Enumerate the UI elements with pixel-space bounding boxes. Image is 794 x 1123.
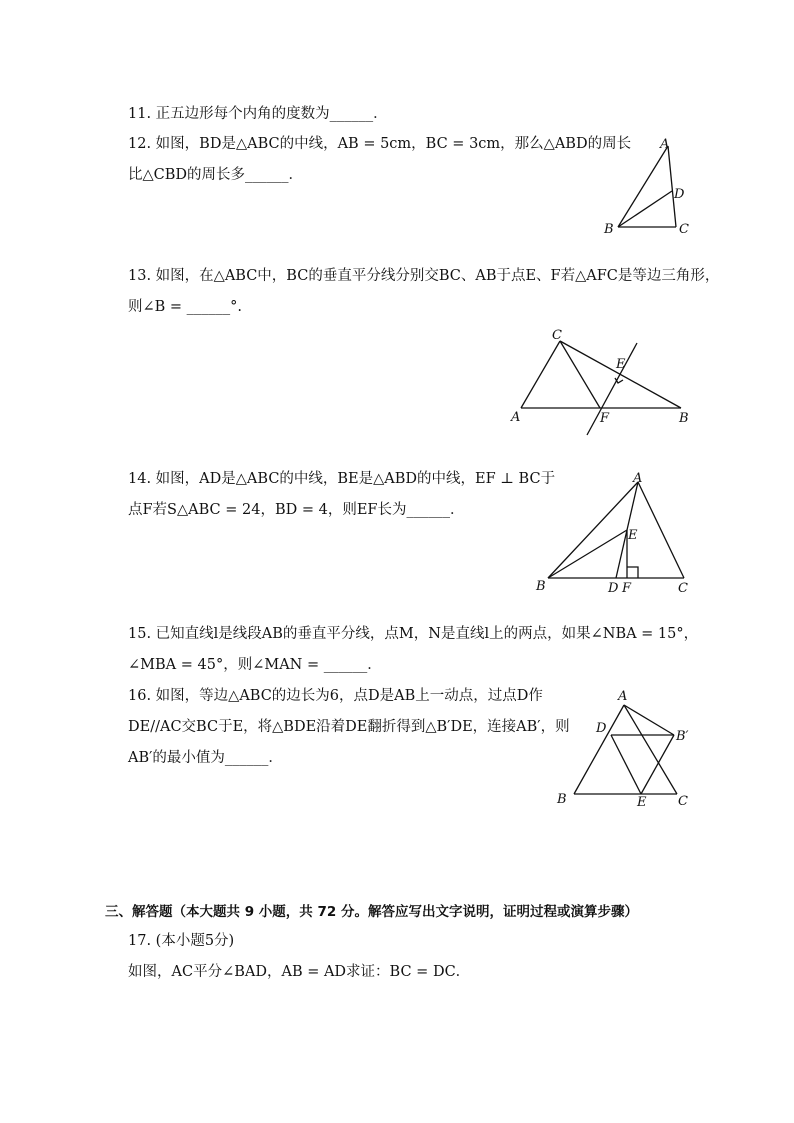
q14-text-line1: 14. 如图，AD是△ABC的中线，BE是△ABD的中线，EF ⊥ BC于 (128, 471, 556, 487)
q13-perp-bisector (587, 343, 637, 435)
q15-text-line2: ∠MBA = 45°，则∠MAN = ______． (128, 657, 382, 673)
q16-segment-ab-prime (624, 705, 674, 735)
q14-text-line2: 点F若S△ABC = 24，BD = 4，则EF长为______． (128, 502, 465, 518)
q16-segment-de (611, 735, 641, 794)
q14-side-ab (548, 482, 638, 578)
q11-text: 11. 正五边形每个内角的度数为______． (128, 106, 388, 122)
q14-figure (530, 470, 700, 600)
q16-segment-eb-prime (641, 735, 674, 794)
q12-text-line1: 12. 如图，BD是△ABC的中线，AB = 5cm，BC = 3cm，那么△ABD的周长 (128, 136, 632, 152)
q13-side-ac (521, 341, 560, 408)
q16-text-line2: DE//AC交BC于E，将△BDE沿着DE翻折得到△B′DE，连接AB′，则 (128, 719, 570, 735)
q16-label-e: E (637, 795, 647, 810)
q14-median-be (548, 530, 627, 578)
q12-label-c: C (679, 222, 689, 237)
q13-figure (505, 325, 705, 440)
q16-label-a: A (618, 689, 628, 704)
q14-label-e: E (628, 528, 638, 543)
q13-label-f: F (600, 411, 610, 426)
q16-side-ac (624, 705, 677, 794)
q13-label-c: C (552, 328, 562, 343)
q13-text-line1: 13. 如图，在△ABC中，BC的垂直平分线分别交BC、AB于点E、F若△AFC是等边三角形， (128, 268, 720, 284)
q12-label-a: A (660, 137, 670, 152)
q13-label-e: E (616, 357, 626, 372)
q14-label-a: A (633, 471, 643, 486)
q13-label-a: A (511, 410, 521, 425)
q12-label-d: D (674, 187, 685, 202)
q14-label-f: F (622, 581, 632, 596)
q14-right-angle-mark (627, 567, 638, 578)
q17-heading: 17. (本小题5分) (128, 933, 235, 949)
q16-text-line1: 16. 如图，等边△ABC的边长为6，点D是AB上一动点，过点D作 (128, 688, 543, 704)
q13-side-cf (560, 341, 600, 408)
q16-side-ab (574, 705, 624, 794)
q16-label-b: B (557, 792, 567, 807)
q13-label-b: B (679, 411, 689, 426)
q14-label-d: D (608, 581, 619, 596)
q14-label-c: C (678, 581, 688, 596)
q14-side-ac (638, 482, 684, 578)
q12-median-bd (618, 191, 672, 227)
q12-text-line2: 比△CBD的周长多______． (128, 167, 304, 183)
q17-text: 如图，AC平分∠BAD，AB = AD求证：BC = DC． (128, 964, 471, 980)
q12-label-b: B (604, 222, 614, 237)
q12-side-ab (618, 146, 668, 227)
q15-text-line1: 15. 已知直线l是线段AB的垂直平分线，点M，N是直线l上的两点，如果∠NBA = 15°， (128, 626, 699, 642)
section3-title: 三、解答题（本大题共 9 小题，共 72 分。解答应写出文字说明，证明过程或演算步骤） (105, 904, 638, 920)
q16-label-d: D (596, 721, 607, 736)
q16-figure (550, 685, 700, 810)
q14-label-b: B (536, 579, 546, 594)
q16-label-b-prime: B′ (676, 729, 689, 744)
q16-text-line3: AB′的最小值为______． (128, 750, 283, 766)
q12-figure (590, 132, 700, 242)
q16-label-c: C (678, 794, 688, 809)
q13-text-line2: 则∠B = ______°. (128, 299, 243, 315)
